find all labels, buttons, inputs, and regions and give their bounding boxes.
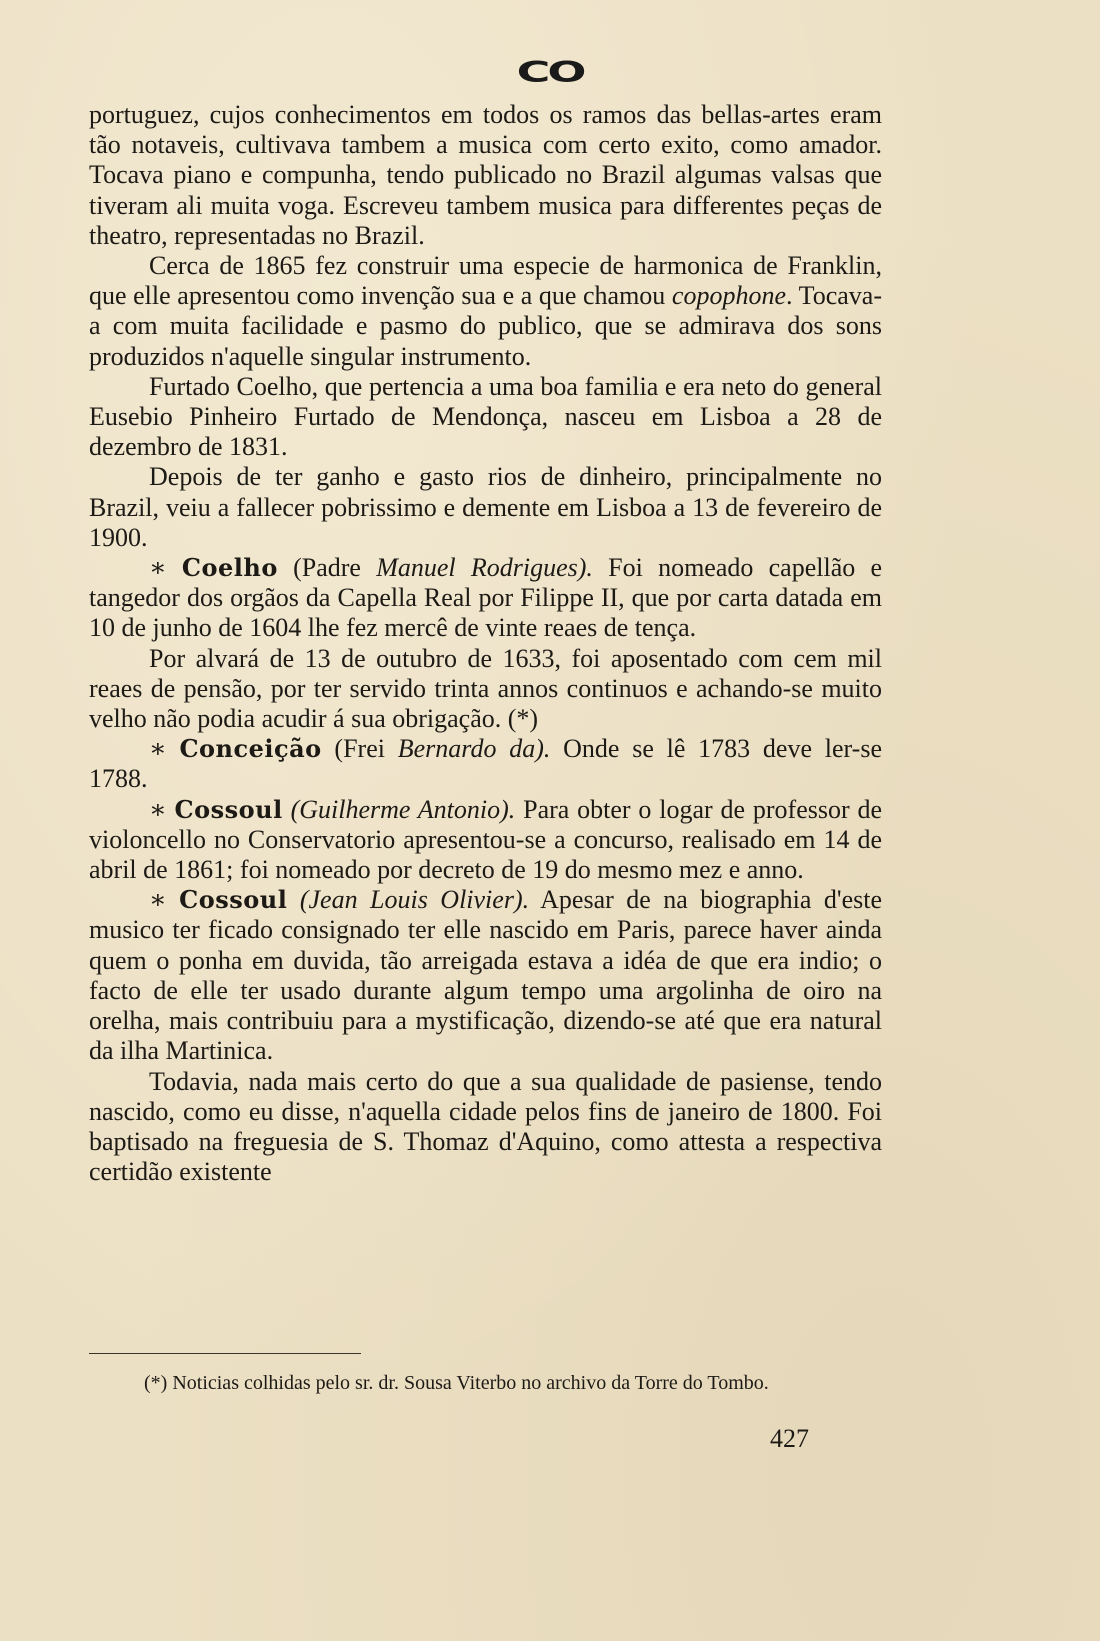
running-head: CO xyxy=(516,55,584,89)
entry-italic-name: Bernardo da). xyxy=(397,734,551,764)
entry-conceicao xyxy=(89,734,882,794)
copophone-text-after: . Tocava-a com muita facilidade e pasmo do publico, que se admirava dos sons produzidos n'aquelle singular instrumento. xyxy=(89,281,882,371)
copophone-term: copophone xyxy=(671,281,787,311)
entry-open: (Padre xyxy=(277,553,377,583)
footnote-divider xyxy=(89,1353,361,1354)
paragraph-furtado-birth: Furtado Coelho, que pertencia a uma boa familia e era neto do general Eusebio Pinheiro Furtado de Mendonça, nasceu em Lisboa a 28 de dezembro de 1831. xyxy=(89,371,882,462)
paragraph-furtado-death: Depois de ter ganho e gasto rios de dinheiro, principalmente no Brazil, veiu a fallecer pobrissimo e demente em Lisboa a 13 de fevereiro de 1900. xyxy=(89,462,882,552)
footnote: (*) Noticias colhidas pelo sr. dr. Sousa Viterbo no archivo da Torre do Tombo. xyxy=(144,1372,769,1394)
entry-italic-name: (Jean Louis Olivier). xyxy=(287,885,530,915)
entry-body: Apesar de na biographia d'este musico ter ficado consignado ter elle nascido em Paris, parece haver ainda quem o ponha em duvida, tão arreigada estava a idéa de que era indio; o facto de elle ter usado durante algum tempo uma argolinha de oiro na orelha, mais contribuiu para a mystificação, dizendo-se até que era natural da ilha Martinica. xyxy=(89,885,883,1066)
entry-marker: ∗ xyxy=(149,885,167,915)
entry-italic-name: Manuel Rodrigues). xyxy=(376,553,593,583)
paragraph-cossoul-birth: Todavia, nada mais certo do que a sua qualidade de pasiense, tendo nascido, como eu disse, n'aquella cidade pelos fins de janeiro de 1800. Foi baptisado na freguesia de S. Thomaz d'Aquino, como attesta a respectiva certidão existente xyxy=(89,1066,882,1187)
entry-coelho xyxy=(89,553,882,644)
entry-italic-name: (Guilherme Antonio). xyxy=(282,794,516,824)
entry-headword: Cossoul xyxy=(174,794,283,824)
entry-open: (Frei xyxy=(321,734,398,764)
entry-marker: ∗ xyxy=(149,553,167,583)
copophone-text-before: Cerca de 1865 fez construir uma especie de harmonica de Franklin, que elle apresentou como invenção sua e a que chamou xyxy=(89,251,882,311)
entry-marker: ∗ xyxy=(149,734,167,764)
entry-body: Onde se lê 1783 deve ler-se 1788. xyxy=(89,734,882,794)
paragraph-coelho-pension: Por alvará de 13 de outubro de 1633, foi aposentado com cem mil reaes de pensão, por ter servido trinta annos continuos e achando-se muito velho não podia acudir á sua obrigação. (*) xyxy=(89,643,882,734)
paragraph-copophone xyxy=(89,251,882,372)
entry-marker: ∗ xyxy=(149,794,167,824)
entry-headword: Cossoul xyxy=(179,885,288,915)
entry-headword: Conceição xyxy=(179,734,322,764)
entry-cossoul-jean xyxy=(89,885,882,1066)
entry-body: Foi nomeado capellão e tangedor dos orgãos da Capella Real por Filippe II, que por carta datada em 10 de junho de 1604 lhe fez mercê de vinte reaes de tença. xyxy=(89,553,883,643)
entry-headword: Coelho xyxy=(181,553,278,583)
entry-body: Para obter o logar de professor de violoncello no Conservatorio apresentou-se a concurso, realisado em 14 de abril de 1861; foi nomeado por decreto de 19 do mesmo mez e anno. xyxy=(89,794,883,885)
paragraph-furtado-continued: portuguez, cujos conhecimentos em todos os ramos das bellas-artes eram tão notaveis, cultivava tambem a musica com certo exito, como amador. Tocava piano e compunha, tendo publicado no Brazil algumas valsas que tiveram ali muita voga. Escreveu tambem musica para differentes peças de theatro, representadas no Brazil. xyxy=(89,100,882,250)
entry-cossoul-guilherme xyxy=(89,795,882,886)
main-text xyxy=(89,100,882,1187)
page-number: 427 xyxy=(770,1424,809,1453)
